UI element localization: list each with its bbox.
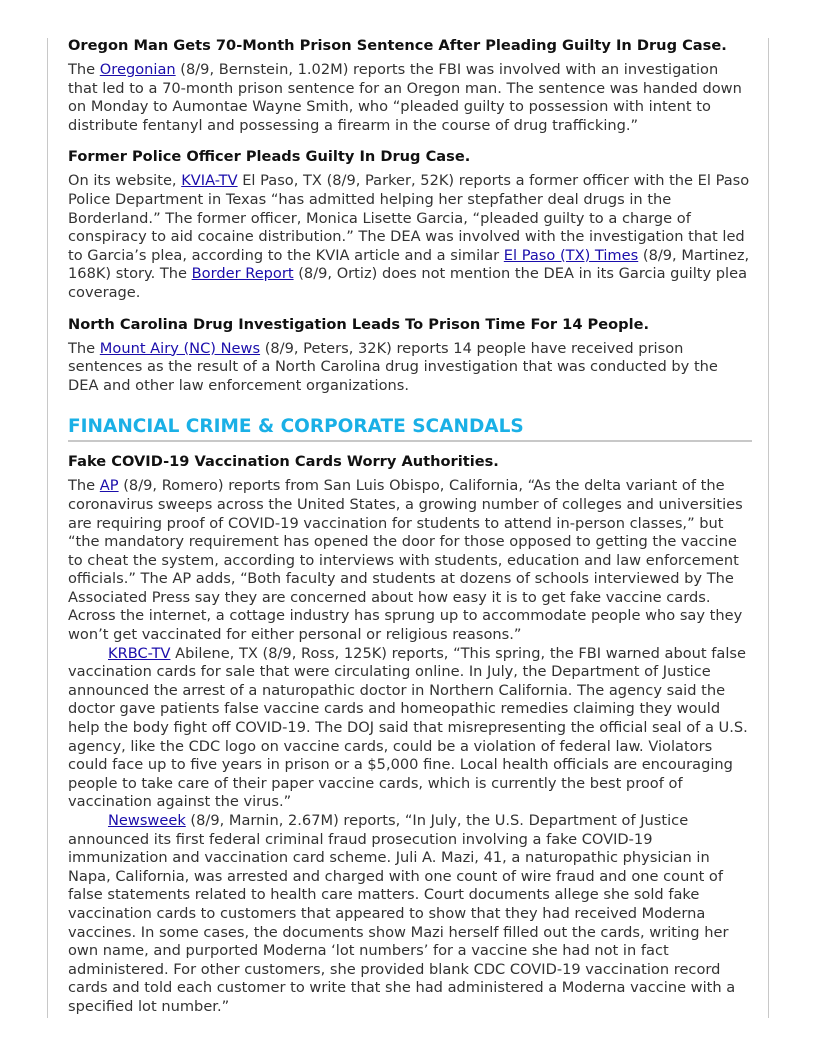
story-oregon: [68, 36, 752, 135]
source-link-el-paso-times[interactable]: El Paso (TX) Times: [503, 246, 639, 264]
page-border-left: [47, 38, 48, 1018]
story-headline: Oregon Man Gets 70-Month Prison Sentence After Pleading Guilty In Drug Case.: [68, 37, 727, 54]
story-police-officer: [68, 147, 752, 302]
story-headline: Fake COVID-19 Vaccination Cards Worry Authorities.: [68, 453, 499, 471]
source-link-kvia[interactable]: KVIA-TV: [181, 172, 238, 190]
story-fake-vaccine-cards: [68, 452, 752, 1016]
newsletter-body: [68, 36, 752, 1029]
section-heading: FINANCIAL CRIME & CORPORATE SCANDALS: [68, 415, 752, 442]
story-headline: North Carolina Drug Investigation Leads To Prison Time For 14 People.: [68, 315, 650, 333]
story-headline: Former Police Officer Pleads Guilty In Drug Case.: [68, 148, 471, 166]
source-link-border-report[interactable]: Border Report: [191, 265, 294, 283]
story-paragraph: KRBC-TV Abilene, TX (8/9, Ross, 125K) reports, “This spring, the FBI warned about false vaccination cards for sale that were circulating online. In July, the Department of Justice announced the arrest of a naturopathic doctor in Northern California. The agency said the doctor gave patients false vaccine cards and homeopathic remedies claiming they would help the body fight off COVID-19. The DOJ said that misrepresenting the official seal of a U.S. agency, like the CDC logo on vaccine cards, could be a violation of federal law. Violators could face up to five years in prison or a $5,000 fine. Local health officials are encouraging people to take care of their paper vaccine cards, which is currently the best proof of vaccination against the virus.”: [68, 644, 748, 811]
story-paragraph: The AP (8/9, Romero) reports from San Luis Obispo, California, “As the delta variant of the coronavirus sweeps across the United States, a growing number of colleges and universities are requiring proof of COVID-19 vaccination for students to attend in-person classes,” but “the mandatory requirement has opened the door for those opposed to getting the vaccine to cheat the system, according to interviews with students, education and law enforcement officials.” The AP adds, “Both faculty and students at dozens of schools interviewed by The Associated Press say they are concerned about how easy it is to get fake vaccine cards. Across the internet, a cottage industry has sprung up to accommodate people who say they won’t get vaccinated for either personal or religious reasons.”: [68, 477, 743, 644]
story-text: The Mount Airy (NC) News (8/9, Peters, 32K) reports 14 people have received prison sentences as the result of a North Carolina drug investigation that was conducted by the DEA and other law enforcement organizations.: [68, 339, 718, 394]
story-text: On its website, KVIA-TV El Paso, TX (8/9, Parker, 52K) reports a former officer with the El Paso Police Department in Texas “has admitted helping her stepfather deal drugs in the Borderland.” The former officer, Monica Lisette Garcia, “pleaded guilty to a charge of conspiracy to aid cocaine distribution.” The DEA was involved with the investigation that led to Garcia’s plea, according to the KVIA article and a similar El Paso (TX) Times (8/9, Martinez, 168K) story. The Border Report (8/9, Ortiz) does not mention the DEA in its Garcia guilty plea coverage.: [68, 172, 750, 301]
story-paragraph: Newsweek (8/9, Marnin, 2.67M) reports, “In July, the U.S. Department of Justice announced its first federal criminal fraud prosecution involving a fake COVID-19 immunization and vaccination card scheme. Juli A. Mazi, 41, a naturopathic physician in Napa, California, was arrested and charged with one count of wire fraud and one count of false statements related to health care matters. Court documents allege she sold fake vaccination cards to customers that appeared to show that they had received Moderna vaccines. In some cases, the documents show Mazi herself filled out the cards, writing her own name, and purported Moderna ‘lot numbers’ for a vaccine she had not in fact administered. For other customers, she provided blank CDC COVID-19 vaccination record cards and told each customer to write that she had administered a Moderna vaccine with a specified lot number.”: [68, 812, 736, 1015]
story-north-carolina: [68, 315, 752, 396]
source-link-ap[interactable]: AP: [99, 477, 119, 495]
story-text: The Oregonian (8/9, Bernstein, 1.02M) reports the FBI was involved with an investigation that led to a 70-month prison sentence for an Oregon man. The sentence was handed down on Monday to Aumontae Wayne Smith, who “pleaded guilty to possession with intent to distribute fentanyl and possessing a firearm in the course of drug trafficking.”: [68, 61, 742, 134]
source-link-mount-airy-news[interactable]: Mount Airy (NC) News: [99, 339, 261, 357]
source-link-newsweek[interactable]: Newsweek: [108, 812, 186, 829]
page-border-right: [768, 38, 769, 1018]
source-link-krbc[interactable]: KRBC-TV: [108, 644, 171, 662]
source-link-oregonian[interactable]: Oregonian: [99, 61, 176, 78]
